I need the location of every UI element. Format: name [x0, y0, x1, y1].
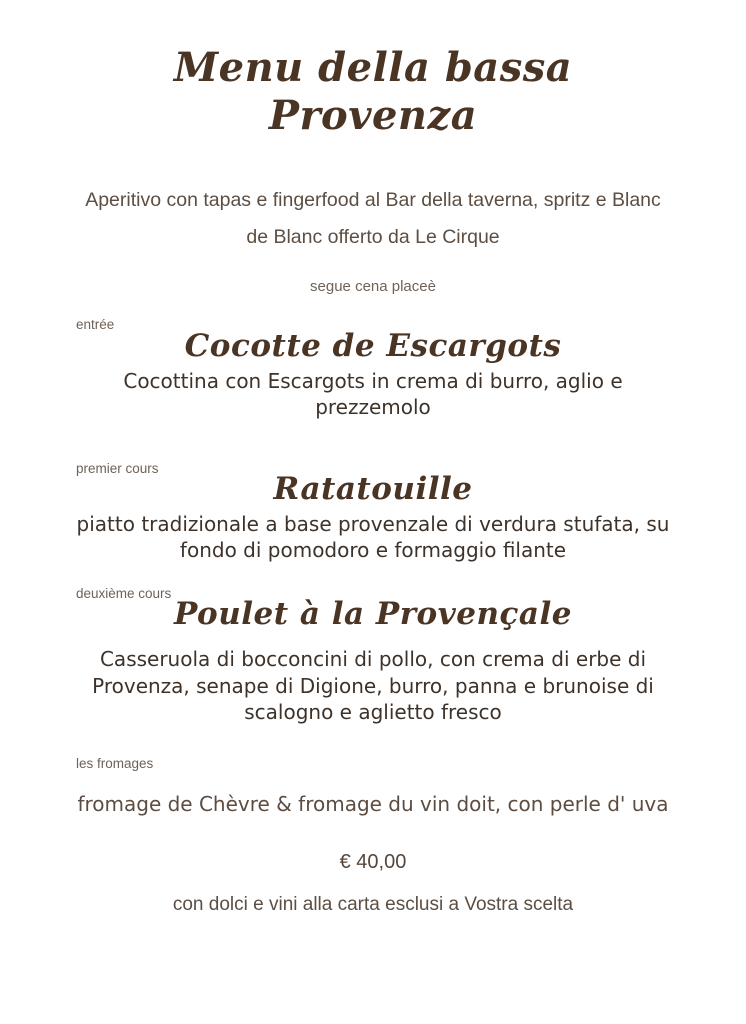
course-label: entrée [76, 317, 115, 333]
course-section-premier-cours [76, 461, 670, 564]
course-description: piatto tradizionale a base provenzale di verdura stufata, su fondo di pomodoro e formaggio filante [76, 512, 670, 563]
menu-intro: Aperitivo con tapas e fingerfood al Bar della taverna, spritz e Blanc de Blanc offerto da Le Cirque [85, 189, 661, 248]
service-note: segue cena placeè [310, 278, 436, 296]
menu-title: Menu della bassa Provenza [173, 44, 573, 139]
course-name: Ratatouille [273, 470, 473, 507]
course-description: fromage de Chèvre & fromage du vin doit, con perle d' uva [77, 791, 669, 816]
course-label: deuxième cours [76, 585, 172, 601]
course-name: Poulet à la Provençale [174, 596, 572, 633]
menu-price: € 40,00 [339, 851, 407, 874]
course-name: Cocotte de Escargots [184, 327, 562, 364]
course-section-les-fromages [76, 756, 670, 818]
course-description: Casseruola di bocconcini di pollo, con crema di erbe di Provenza, senape di Digione, burro, panna e brunoise di scalogno e aglietto fresco [92, 647, 654, 725]
course-section-entree [76, 317, 670, 420]
course-description: Cocottina con Escargots in crema di burro, aglio e prezzemolo [123, 368, 623, 420]
course-label: les fromages [76, 755, 154, 771]
footer-note: con dolci e vini alla carta esclusi a Vostra scelta [172, 894, 574, 916]
course-label: premier cours [76, 460, 159, 476]
course-section-deuxieme-cours [76, 586, 670, 726]
